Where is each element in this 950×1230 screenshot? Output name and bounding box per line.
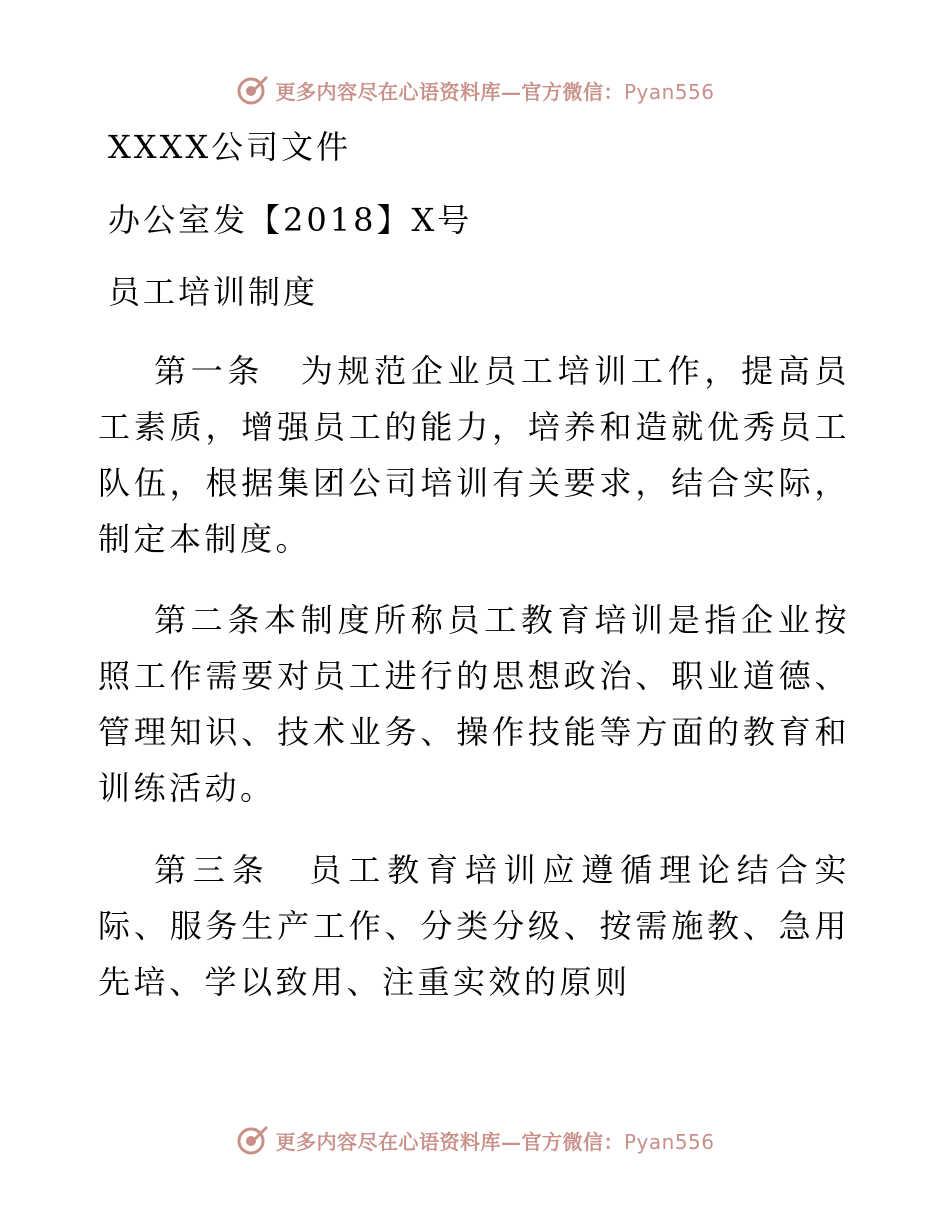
article-paragraph: 第三条 员工教育培训应遵循理论结合实际、服务生产工作、分类分级、按需施教、急用先培、学以致用、注重实效的原则 xyxy=(98,851,850,1001)
article-paragraph: 第一条 为规范企业员工培训工作，提高员工素质，增强员工的能力，培养和造就优秀员工队伍，根据集团公司培训有关要求，结合实际，制定本制度。 xyxy=(98,352,850,558)
document-organization: XXXX公司文件 xyxy=(108,128,352,166)
document-title: 员工培训制度 xyxy=(108,273,319,311)
article-paragraph: 第二条本制度所称员工教育培训是指企业按照工作需要对员工进行的思想政治、职业道德、管理知识、技术业务、操作技能等方面的教育和训练活动。 xyxy=(98,601,850,807)
document-number: 办公室发【2018】X号 xyxy=(108,201,473,239)
watermark-banner-bottom xyxy=(0,1120,950,1160)
watermark-banner-top xyxy=(0,70,950,110)
watermark-text: 更多内容尽在心语资料库—官方微信：Pyan556 xyxy=(275,1129,715,1154)
watermark-text: 更多内容尽在心语资料库—官方微信：Pyan556 xyxy=(275,79,715,104)
quill-seal-icon xyxy=(235,1123,269,1157)
quill-seal-icon xyxy=(235,73,269,107)
